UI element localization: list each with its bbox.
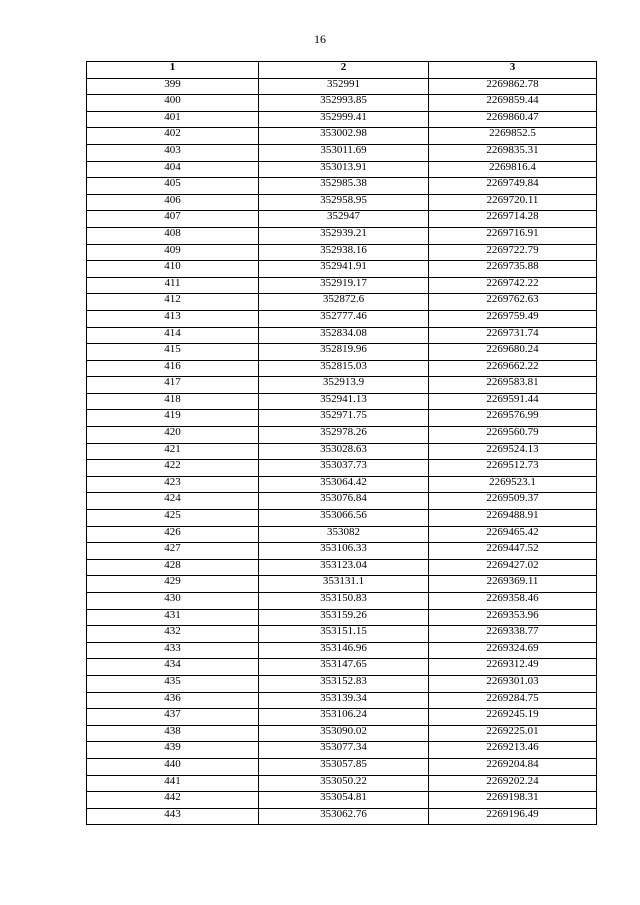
table-cell-col-2: 353066.56 bbox=[259, 510, 429, 527]
table-row bbox=[87, 194, 597, 211]
table-row bbox=[87, 476, 597, 493]
table-cell-col-2: 353057.85 bbox=[259, 758, 429, 775]
table-cell-col-3: 2269524.13 bbox=[429, 443, 597, 460]
table-cell-col-1: 407 bbox=[87, 211, 259, 228]
table-cell-col-2: 352999.41 bbox=[259, 111, 429, 128]
table-row bbox=[87, 111, 597, 128]
table-cell-col-3: 2269860.47 bbox=[429, 111, 597, 128]
table-cell-col-1: 429 bbox=[87, 576, 259, 593]
table-cell-col-3: 2269196.49 bbox=[429, 808, 597, 825]
table-cell-col-1: 413 bbox=[87, 310, 259, 327]
table-cell-col-3: 2269509.37 bbox=[429, 493, 597, 510]
table-cell-col-2: 352777.46 bbox=[259, 310, 429, 327]
table-cell-col-3: 2269358.46 bbox=[429, 593, 597, 610]
table-cell-col-1: 423 bbox=[87, 476, 259, 493]
table-cell-col-1: 417 bbox=[87, 377, 259, 394]
table-cell-col-3: 2269749.84 bbox=[429, 178, 597, 195]
table-cell-col-3: 2269369.11 bbox=[429, 576, 597, 593]
table-row bbox=[87, 609, 597, 626]
table-cell-col-3: 2269324.69 bbox=[429, 642, 597, 659]
table-cell-col-2: 353131.1 bbox=[259, 576, 429, 593]
table-cell-col-1: 439 bbox=[87, 742, 259, 759]
table-row bbox=[87, 211, 597, 228]
table-cell-col-2: 353146.96 bbox=[259, 642, 429, 659]
table-row bbox=[87, 576, 597, 593]
table-cell-col-2: 352815.03 bbox=[259, 360, 429, 377]
table-cell-col-2: 353037.73 bbox=[259, 460, 429, 477]
table-cell-col-2: 353106.33 bbox=[259, 543, 429, 560]
table-cell-col-3: 2269465.42 bbox=[429, 526, 597, 543]
table-cell-col-1: 415 bbox=[87, 344, 259, 361]
table-row bbox=[87, 792, 597, 809]
table-cell-col-1: 430 bbox=[87, 593, 259, 610]
table-cell-col-3: 2269742.22 bbox=[429, 277, 597, 294]
table-cell-col-3: 2269225.01 bbox=[429, 725, 597, 742]
table-cell-col-1: 426 bbox=[87, 526, 259, 543]
table-cell-col-3: 2269202.24 bbox=[429, 775, 597, 792]
table-cell-col-1: 441 bbox=[87, 775, 259, 792]
table-cell-col-2: 352913.9 bbox=[259, 377, 429, 394]
table-cell-col-1: 434 bbox=[87, 659, 259, 676]
table-cell-col-3: 2269583.81 bbox=[429, 377, 597, 394]
table-cell-col-2: 352978.26 bbox=[259, 427, 429, 444]
table-cell-col-1: 437 bbox=[87, 709, 259, 726]
table-cell-col-3: 2269301.03 bbox=[429, 675, 597, 692]
table-cell-col-3: 2269591.44 bbox=[429, 393, 597, 410]
table-cell-col-3: 2269338.77 bbox=[429, 626, 597, 643]
table-cell-col-3: 2269312.49 bbox=[429, 659, 597, 676]
table-cell-col-1: 421 bbox=[87, 443, 259, 460]
table-cell-col-3: 2269862.78 bbox=[429, 78, 597, 95]
table-cell-col-1: 401 bbox=[87, 111, 259, 128]
table-row bbox=[87, 659, 597, 676]
table-cell-col-2: 352971.75 bbox=[259, 410, 429, 427]
table-row bbox=[87, 294, 597, 311]
table-header bbox=[87, 62, 597, 79]
table-cell-col-3: 2269716.91 bbox=[429, 227, 597, 244]
table-cell-col-2: 352819.96 bbox=[259, 344, 429, 361]
table-cell-col-1: 402 bbox=[87, 128, 259, 145]
header-row bbox=[87, 62, 597, 79]
table-row bbox=[87, 360, 597, 377]
table-cell-col-1: 422 bbox=[87, 460, 259, 477]
table-row bbox=[87, 642, 597, 659]
table-cell-col-2: 352872.6 bbox=[259, 294, 429, 311]
table-cell-col-1: 424 bbox=[87, 493, 259, 510]
column-header-1: 1 bbox=[87, 62, 259, 79]
table-cell-col-2: 353076.84 bbox=[259, 493, 429, 510]
table-cell-col-3: 2269245.19 bbox=[429, 709, 597, 726]
table-cell-col-2: 353002.98 bbox=[259, 128, 429, 145]
table-cell-col-3: 2269816.4 bbox=[429, 161, 597, 178]
table-cell-col-2: 352938.16 bbox=[259, 244, 429, 261]
table-cell-col-2: 353123.04 bbox=[259, 559, 429, 576]
table-cell-col-3: 2269722.79 bbox=[429, 244, 597, 261]
table-row bbox=[87, 393, 597, 410]
table-row bbox=[87, 244, 597, 261]
table-cell-col-1: 406 bbox=[87, 194, 259, 211]
table-cell-col-2: 352919.17 bbox=[259, 277, 429, 294]
table-cell-col-1: 433 bbox=[87, 642, 259, 659]
table-cell-col-3: 2269523.1 bbox=[429, 476, 597, 493]
table-cell-col-1: 435 bbox=[87, 675, 259, 692]
table-cell-col-3: 2269198.31 bbox=[429, 792, 597, 809]
table-cell-col-3: 2269204.84 bbox=[429, 758, 597, 775]
table-row bbox=[87, 427, 597, 444]
table-cell-col-1: 416 bbox=[87, 360, 259, 377]
table-cell-col-2: 352993.85 bbox=[259, 95, 429, 112]
table-cell-col-2: 352991 bbox=[259, 78, 429, 95]
table-cell-col-1: 428 bbox=[87, 559, 259, 576]
table-row bbox=[87, 377, 597, 394]
table-cell-col-1: 438 bbox=[87, 725, 259, 742]
table-cell-col-1: 432 bbox=[87, 626, 259, 643]
table-cell-col-3: 2269720.11 bbox=[429, 194, 597, 211]
table-cell-col-1: 440 bbox=[87, 758, 259, 775]
table-cell-col-3: 2269576.99 bbox=[429, 410, 597, 427]
table-cell-col-3: 2269859.44 bbox=[429, 95, 597, 112]
table-cell-col-2: 352834.08 bbox=[259, 327, 429, 344]
table-cell-col-3: 2269213.46 bbox=[429, 742, 597, 759]
table-row bbox=[87, 543, 597, 560]
table-row bbox=[87, 675, 597, 692]
table-cell-col-2: 352958.95 bbox=[259, 194, 429, 211]
table-cell-col-2: 353011.69 bbox=[259, 144, 429, 161]
table-cell-col-3: 2269427.02 bbox=[429, 559, 597, 576]
table-row bbox=[87, 261, 597, 278]
table-row bbox=[87, 775, 597, 792]
table-cell-col-2: 353028.63 bbox=[259, 443, 429, 460]
table-cell-col-3: 2269852.5 bbox=[429, 128, 597, 145]
table-cell-col-2: 353151.15 bbox=[259, 626, 429, 643]
table-cell-col-2: 353082 bbox=[259, 526, 429, 543]
table-cell-col-3: 2269488.91 bbox=[429, 510, 597, 527]
table-row bbox=[87, 95, 597, 112]
table-cell-col-2: 353090.02 bbox=[259, 725, 429, 742]
table-body bbox=[87, 78, 597, 825]
table-row bbox=[87, 410, 597, 427]
table-cell-col-3: 2269731.74 bbox=[429, 327, 597, 344]
table-row bbox=[87, 227, 597, 244]
table-row bbox=[87, 626, 597, 643]
table-row bbox=[87, 725, 597, 742]
table-cell-col-3: 2269680.24 bbox=[429, 344, 597, 361]
table-row bbox=[87, 161, 597, 178]
table-row bbox=[87, 709, 597, 726]
table-cell-col-2: 353106.24 bbox=[259, 709, 429, 726]
table-row bbox=[87, 493, 597, 510]
table-row bbox=[87, 510, 597, 527]
table-cell-col-1: 399 bbox=[87, 78, 259, 95]
table-cell-col-1: 419 bbox=[87, 410, 259, 427]
table-row bbox=[87, 310, 597, 327]
coordinates-table bbox=[86, 61, 597, 825]
table-cell-col-2: 353050.22 bbox=[259, 775, 429, 792]
table-cell-col-3: 2269560.79 bbox=[429, 427, 597, 444]
table-cell-col-2: 353150.83 bbox=[259, 593, 429, 610]
table-cell-col-1: 420 bbox=[87, 427, 259, 444]
table-row bbox=[87, 327, 597, 344]
table-row bbox=[87, 559, 597, 576]
table-cell-col-1: 436 bbox=[87, 692, 259, 709]
table-row bbox=[87, 460, 597, 477]
table-row bbox=[87, 277, 597, 294]
table-cell-col-1: 418 bbox=[87, 393, 259, 410]
table-cell-col-2: 353077.34 bbox=[259, 742, 429, 759]
table-row bbox=[87, 128, 597, 145]
table-cell-col-1: 411 bbox=[87, 277, 259, 294]
table-cell-col-2: 352941.13 bbox=[259, 393, 429, 410]
table-row bbox=[87, 692, 597, 709]
table-cell-col-1: 403 bbox=[87, 144, 259, 161]
table-cell-col-2: 353139.34 bbox=[259, 692, 429, 709]
table-row bbox=[87, 526, 597, 543]
table-row bbox=[87, 443, 597, 460]
table-cell-col-2: 352985.38 bbox=[259, 178, 429, 195]
table-cell-col-2: 353062.76 bbox=[259, 808, 429, 825]
table-cell-col-1: 410 bbox=[87, 261, 259, 278]
table-row bbox=[87, 593, 597, 610]
table-cell-col-1: 408 bbox=[87, 227, 259, 244]
table-cell-col-3: 2269835.31 bbox=[429, 144, 597, 161]
table-cell-col-3: 2269735.88 bbox=[429, 261, 597, 278]
table-cell-col-1: 400 bbox=[87, 95, 259, 112]
table-cell-col-2: 353159.26 bbox=[259, 609, 429, 626]
table-row bbox=[87, 144, 597, 161]
table-cell-col-3: 2269762.63 bbox=[429, 294, 597, 311]
table-cell-col-2: 352941.91 bbox=[259, 261, 429, 278]
table-cell-col-3: 2269353.96 bbox=[429, 609, 597, 626]
table-cell-col-1: 409 bbox=[87, 244, 259, 261]
table-cell-col-1: 405 bbox=[87, 178, 259, 195]
table-cell-col-1: 412 bbox=[87, 294, 259, 311]
table-row bbox=[87, 758, 597, 775]
table-cell-col-2: 353152.83 bbox=[259, 675, 429, 692]
table-cell-col-3: 2269714.28 bbox=[429, 211, 597, 228]
column-header-2: 2 bbox=[259, 62, 429, 79]
table-cell-col-1: 442 bbox=[87, 792, 259, 809]
table-cell-col-1: 414 bbox=[87, 327, 259, 344]
table-cell-col-2: 353064.42 bbox=[259, 476, 429, 493]
table-cell-col-1: 425 bbox=[87, 510, 259, 527]
table-cell-col-1: 431 bbox=[87, 609, 259, 626]
column-header-3: 3 bbox=[429, 62, 597, 79]
table-row bbox=[87, 344, 597, 361]
table-row bbox=[87, 808, 597, 825]
table-cell-col-1: 427 bbox=[87, 543, 259, 560]
table-cell-col-3: 2269512.73 bbox=[429, 460, 597, 477]
table-row bbox=[87, 178, 597, 195]
table-cell-col-1: 443 bbox=[87, 808, 259, 825]
table-cell-col-2: 352947 bbox=[259, 211, 429, 228]
page-number: 16 bbox=[314, 32, 326, 46]
table-cell-col-1: 404 bbox=[87, 161, 259, 178]
table-cell-col-2: 353013.91 bbox=[259, 161, 429, 178]
table-cell-col-2: 353147.65 bbox=[259, 659, 429, 676]
table-cell-col-3: 2269662.22 bbox=[429, 360, 597, 377]
table-cell-col-3: 2269284.75 bbox=[429, 692, 597, 709]
table-cell-col-2: 352939.21 bbox=[259, 227, 429, 244]
table-cell-col-3: 2269447.52 bbox=[429, 543, 597, 560]
table-row bbox=[87, 78, 597, 95]
table-cell-col-3: 2269759.49 bbox=[429, 310, 597, 327]
table-cell-col-2: 353054.81 bbox=[259, 792, 429, 809]
table-row bbox=[87, 742, 597, 759]
